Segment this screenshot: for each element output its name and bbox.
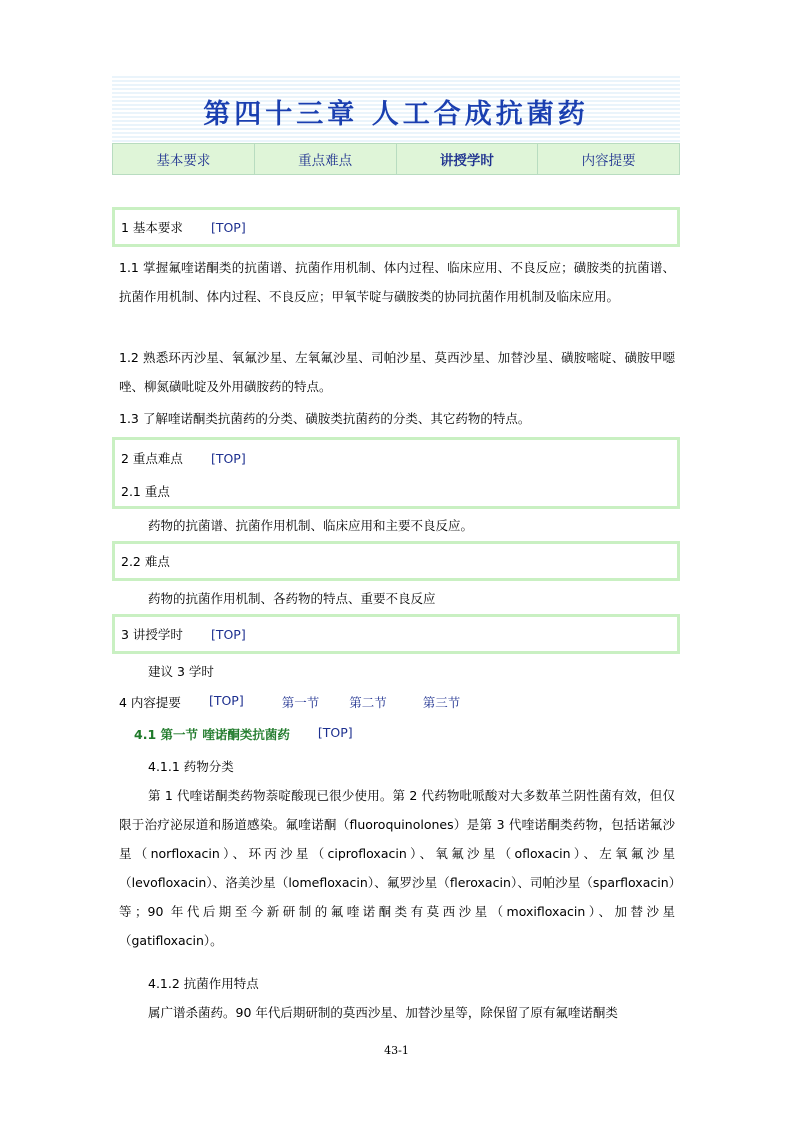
nav-bar [112, 143, 680, 175]
chapter-title: 第四十三章 人工合成抗菌药 [203, 99, 589, 130]
section-2-1-text: 药物的抗菌谱、抗菌作用机制、临床应用和主要不良反应。 [148, 518, 474, 533]
section-3-text: 建议 3 学时 [148, 664, 214, 679]
nav-content-summary[interactable]: 内容提要 [538, 144, 679, 174]
section-2-1-title: 2.1 重点 [121, 484, 170, 499]
section-2-2-text: 药物的抗菌作用机制、各药物的特点、重要不良反应 [148, 591, 436, 606]
top-link-5[interactable]: [TOP] [317, 725, 353, 740]
top-link-3[interactable]: [TOP] [210, 626, 246, 642]
nav-teaching-hours[interactable]: 讲授学时 [397, 144, 539, 174]
section-1-title: 1 基本要求 [121, 220, 183, 235]
section-link-2[interactable]: 第二节 [349, 695, 387, 710]
nav-key-points[interactable]: 重点难点 [255, 144, 397, 174]
section-1-header [112, 207, 680, 247]
title-band [112, 76, 680, 142]
nav-basic-requirements[interactable]: 基本要求 [113, 144, 255, 174]
section-2-header [112, 437, 680, 509]
heading-4-1-1: 4.1.1 药物分类 [148, 759, 234, 774]
section-2-2-header [112, 541, 680, 581]
subsection-4-1-title: 4.1 第一节 喹诺酮类抗菌药 [134, 727, 290, 742]
page-number: 43-1 [384, 1044, 409, 1057]
heading-4-1-2: 4.1.2 抗菌作用特点 [148, 976, 259, 991]
section-4-header [119, 693, 460, 711]
section-1-2: 1.2 熟悉环丙沙星、氧氟沙星、左氧氟沙星、司帕沙星、莫西沙星、加替沙星、磺胺嘧啶、磺胺甲噁唑、柳氮磺吡啶及外用磺胺药的特点。 [119, 350, 675, 394]
top-link-1[interactable]: [TOP] [210, 219, 246, 235]
section-3-header [112, 614, 680, 654]
top-link-2[interactable]: [TOP] [210, 450, 246, 466]
subsection-4-1 [134, 725, 353, 743]
section-3-title: 3 讲授学时 [121, 627, 183, 642]
paragraph-4-1-2: 属广谱杀菌药。90 年代后期研制的莫西沙星、加替沙星等，除保留了原有氟喹诺酮类 [148, 1005, 618, 1020]
section-1-1: 1.1 掌握氟喹诺酮类的抗菌谱、抗菌作用机制、体内过程、临床应用、不良反应；磺胺类的抗菌谱、抗菌作用机制、体内过程、不良反应；甲氧苄啶与磺胺类的协同抗菌作用机制及临床应用。 [119, 260, 675, 304]
section-2-title: 2 重点难点 [121, 451, 183, 466]
paragraph-4-1-1: 第 1 代喹诺酮类药物萘啶酸现已很少使用。第 2 代药物吡哌酸对大多数革兰阴性菌有效，但仅限于治疗泌尿道和肠道感染。氟喹诺酮（fluoroquinolones）是第 3 代喹诺酮类药物，包括诺氟沙星（norfloxacin）、环丙沙星（ciprofloxacin）、氧氟沙星（ofloxacin）、左氧氟沙星（levofloxacin）、洛美沙星（lomefloxacin）、氟罗沙星（fleroxacin）、司帕沙星（sparfloxacin）等；90 年代后期至今新研制的氟喹诺酮类有莫西沙星（moxifloxacin）、加替沙星（gatifloxacin）。 [119, 788, 675, 948]
top-link-4[interactable]: [TOP] [208, 693, 244, 708]
section-1-3: 1.3 了解喹诺酮类抗菌药的分类、磺胺类抗菌药的分类、其它药物的特点。 [119, 411, 531, 426]
section-link-1[interactable]: 第一节 [281, 695, 320, 710]
section-2-2-title: 2.2 难点 [121, 554, 170, 569]
section-link-3[interactable]: 第三节 [422, 695, 461, 710]
section-4-title: 4 内容提要 [119, 695, 181, 710]
